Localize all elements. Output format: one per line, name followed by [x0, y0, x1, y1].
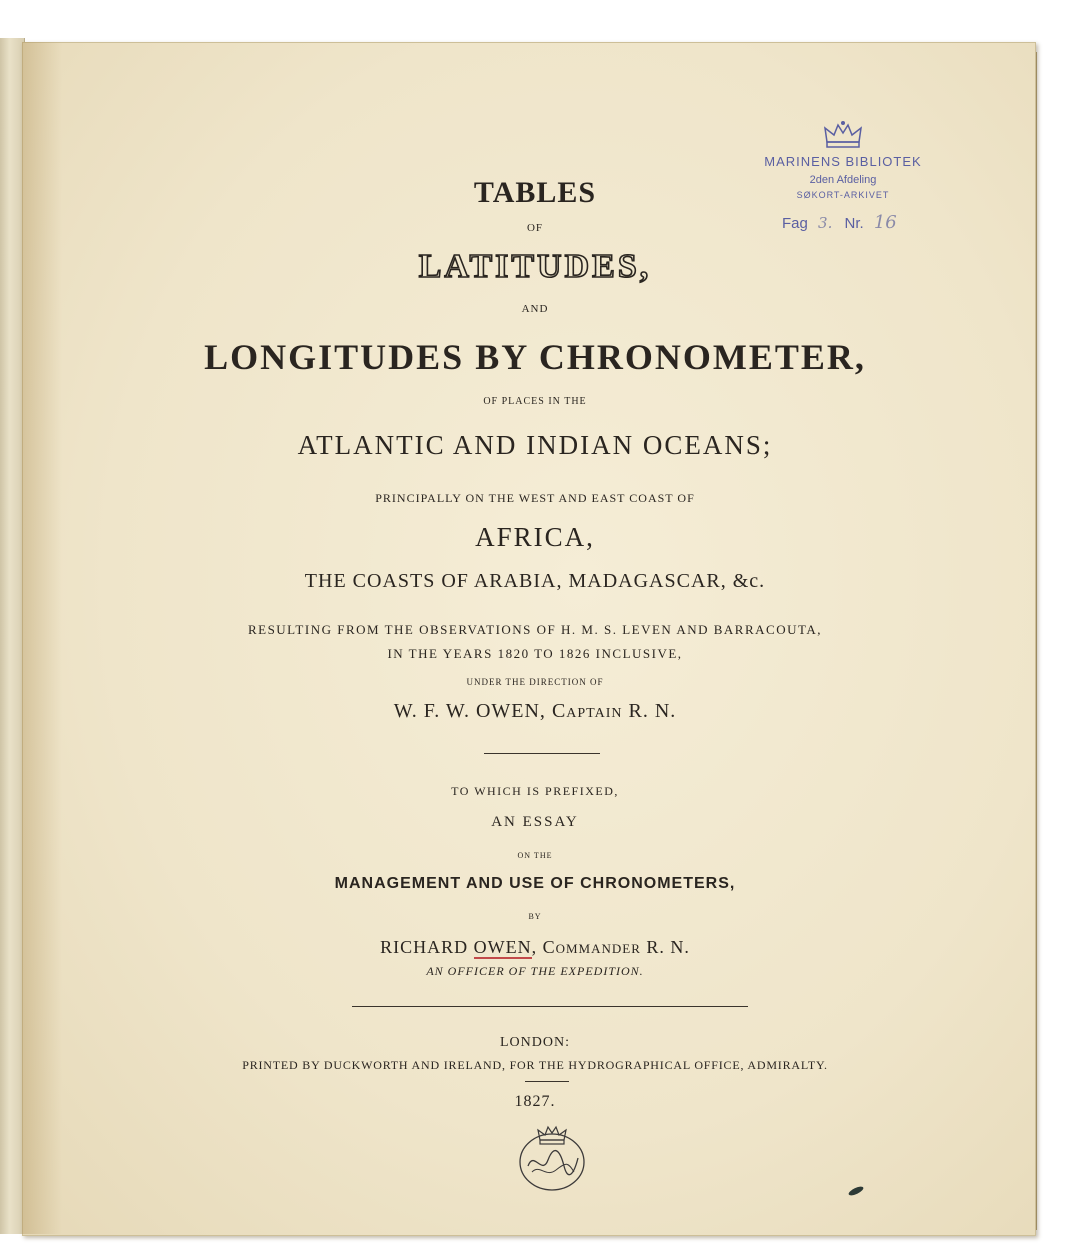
captain-rank: Captain R. N.: [551, 700, 677, 722]
gutter-shadow: [22, 42, 62, 1234]
divider-rule-1: [484, 753, 600, 754]
stamp-nr-label: Nr.: [844, 215, 864, 232]
author-last-name: OWEN: [473, 937, 532, 957]
imprint-printer: PRINTED BY DUCKWORTH AND IRELAND, FOR THE HYDROGRAPHICAL OFFICE, ADMIRALTY.: [242, 1058, 828, 1072]
essay-by: BY: [528, 912, 542, 921]
author-rank: , Commander R. N.: [531, 937, 690, 957]
stamp-department: 2den Afdeling: [809, 174, 877, 186]
stamp-library-name: MARINENS BIBLIOTEK: [764, 154, 922, 169]
title-of: OF: [526, 222, 544, 234]
captain-name: W. F. W. OWEN,: [393, 700, 546, 722]
divider-rule-3: [525, 1081, 569, 1082]
stamp-fag-label: Fag: [782, 215, 808, 232]
title-oceans: ATLANTIC AND INDIAN OCEANS;: [297, 430, 773, 460]
essay-on-the: ON THE: [517, 851, 553, 860]
title-years: IN THE YEARS 1820 TO 1826 INCLUSIVE,: [387, 646, 683, 661]
title-longitudes: LONGITUDES BY CHRONOMETER,: [204, 337, 866, 377]
title-and: AND: [521, 303, 549, 315]
essay-heading: AN ESSAY: [491, 814, 579, 830]
stamp-archive: SØKORT-ARKIVET: [796, 190, 890, 200]
title-africa: AFRICA,: [475, 522, 595, 552]
essay-officer: AN OFFICER OF THE EXPEDITION.: [426, 964, 644, 978]
author-first-name: RICHARD: [380, 937, 469, 957]
title-resulting: RESULTING FROM THE OBSERVATIONS OF H. M. S. LEVEN AND BARRACOUTA,: [247, 622, 823, 637]
royal-monogram-stamp: [516, 1120, 588, 1196]
title-tables: TABLES: [473, 176, 597, 209]
title-latitudes: LATITUDES,: [418, 248, 652, 285]
imprint-year: 1827.: [514, 1093, 556, 1110]
title-coasts: THE COASTS OF ARABIA, MADAGASCAR, &c.: [304, 570, 766, 592]
essay-author: [0, 937, 1070, 958]
title-principally: PRINCIPALLY ON THE WEST AND EAST COAST OF: [375, 491, 695, 505]
stamp-nr-value: 16: [873, 212, 897, 233]
divider-rule-2: [352, 1006, 748, 1007]
essay-subject: MANAGEMENT AND USE OF CHRONOMETERS,: [334, 875, 736, 892]
imprint-city: LONDON:: [500, 1035, 570, 1050]
stamp-fag-value: 3.: [818, 214, 833, 232]
essay-prefixed: TO WHICH IS PREFIXED,: [451, 784, 619, 798]
title-captain: [0, 700, 1070, 723]
title-under: UNDER THE DIRECTION OF: [466, 677, 604, 687]
title-of-places: OF PLACES IN THE: [483, 396, 587, 407]
crown-icon: [821, 120, 865, 150]
